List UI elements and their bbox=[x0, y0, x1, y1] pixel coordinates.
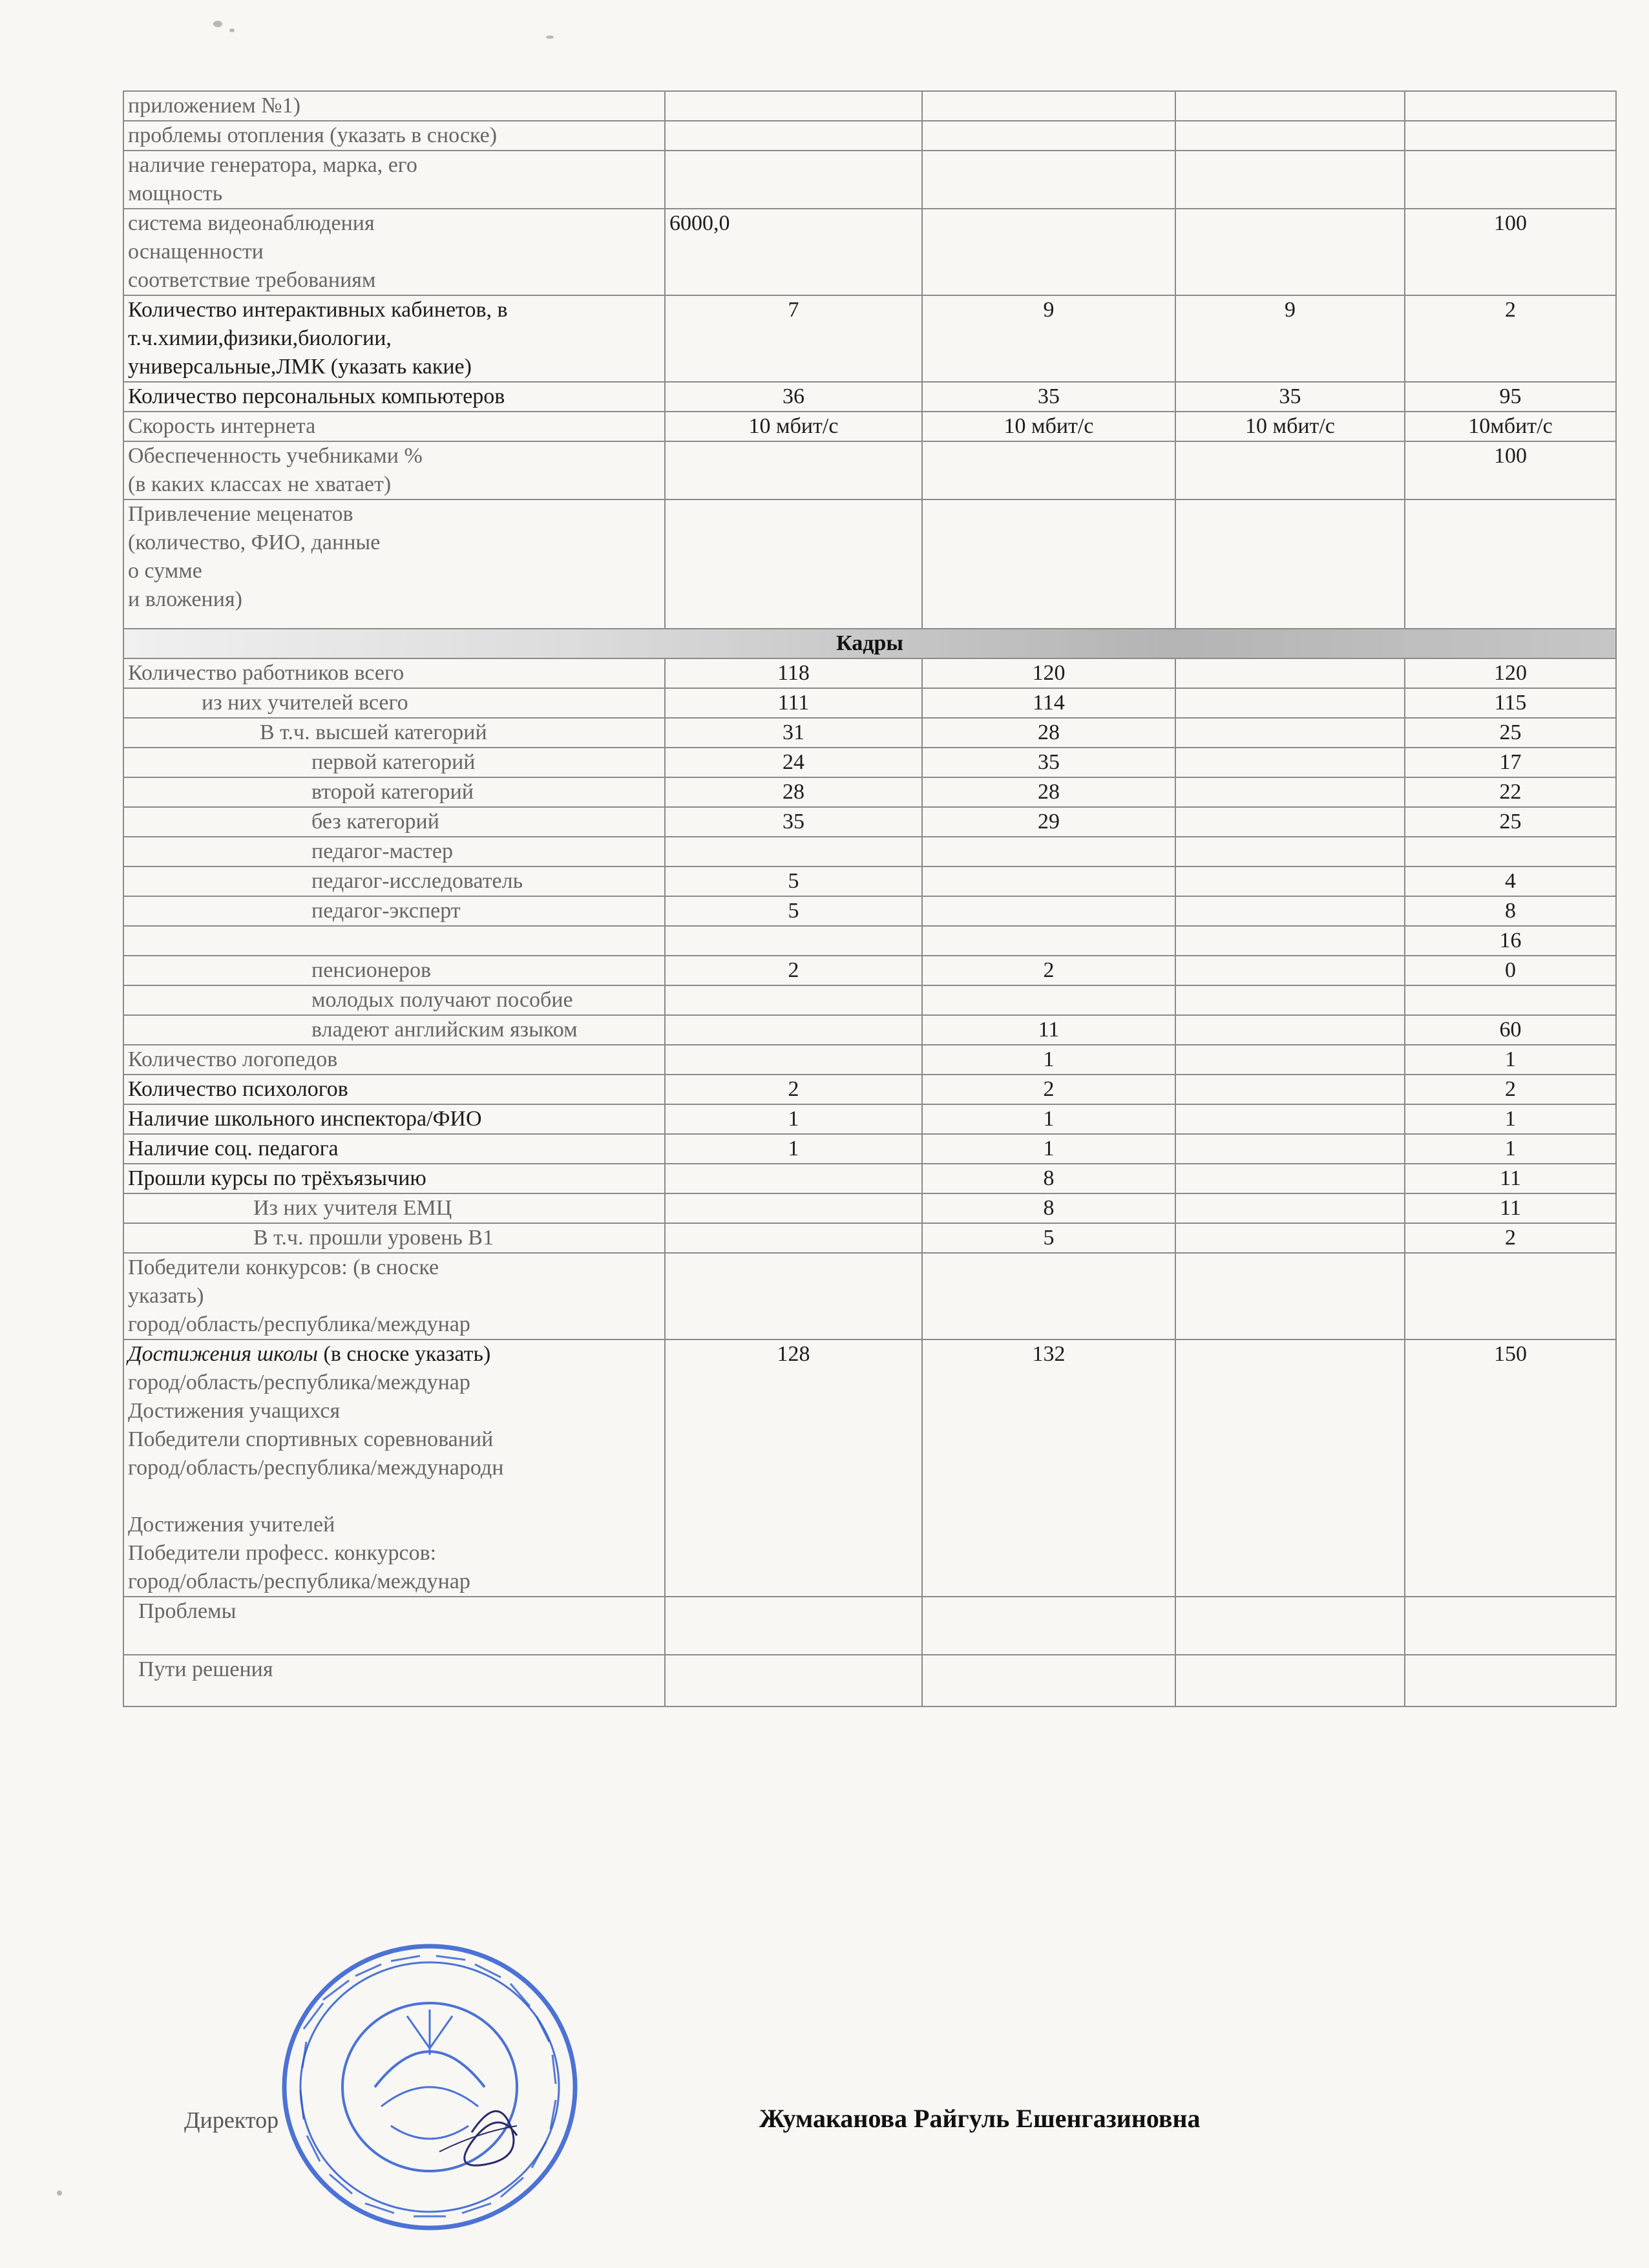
winners-row bbox=[123, 1253, 1616, 1339]
value-cell bbox=[1175, 1655, 1405, 1706]
value-cell: 95 bbox=[1405, 382, 1616, 412]
value-cell: 36 bbox=[665, 382, 922, 412]
value-cell bbox=[665, 1015, 922, 1045]
section-title: Кадры bbox=[123, 629, 1616, 658]
value-cell: 1 bbox=[665, 1104, 922, 1134]
achievements-row bbox=[123, 1339, 1616, 1597]
row-label-line: указать) bbox=[128, 1284, 204, 1308]
row-label-line: о сумме bbox=[128, 559, 202, 583]
value-cell: 28 bbox=[922, 777, 1175, 807]
value-cell: 11 bbox=[1405, 1193, 1616, 1223]
value-cell: 5 bbox=[665, 866, 922, 896]
row-label-line: (в каких классах не хватает) bbox=[128, 472, 392, 496]
row-label-line: город/область/республика/междунар bbox=[128, 1570, 470, 1593]
staff-table-row bbox=[123, 1223, 1616, 1253]
value-cell bbox=[1175, 658, 1405, 688]
value-cell bbox=[665, 1655, 922, 1706]
staff-table-row bbox=[123, 658, 1616, 688]
value-cell bbox=[665, 151, 922, 209]
value-cell bbox=[922, 499, 1175, 629]
row-label-line: Скорость интернета bbox=[128, 414, 316, 438]
row-label-line: Количество интерактивных кабинетов, в bbox=[128, 298, 508, 322]
value-cell: 132 bbox=[922, 1339, 1175, 1597]
row-label: Проблемы bbox=[123, 1597, 665, 1655]
value-cell: 24 bbox=[665, 748, 922, 777]
value-cell bbox=[1175, 1253, 1405, 1339]
row-label: педагог-исследователь bbox=[123, 866, 665, 896]
value-cell: 22 bbox=[1405, 777, 1616, 807]
value-cell bbox=[1405, 837, 1616, 866]
value-cell: 1 bbox=[1405, 1104, 1616, 1134]
row-label: Из них учителя ЕМЦ bbox=[123, 1193, 665, 1223]
row-label: первой категорий bbox=[123, 748, 665, 777]
value-cell bbox=[1175, 1015, 1405, 1045]
row-label-line: город/область/республика/междунар bbox=[128, 1312, 470, 1336]
row-label-line: наличие генератора, марка, его bbox=[128, 153, 417, 177]
row-label bbox=[123, 295, 665, 382]
value-cell bbox=[665, 1253, 922, 1339]
value-cell bbox=[665, 837, 922, 866]
school-achievements-note: (в сноске указать) bbox=[318, 1342, 491, 1366]
staff-table-row bbox=[123, 837, 1616, 866]
value-cell bbox=[1175, 1134, 1405, 1164]
value-cell bbox=[665, 441, 922, 499]
row-label-line: и вложения) bbox=[128, 587, 242, 611]
table-row bbox=[123, 151, 1616, 209]
value-cell bbox=[665, 91, 922, 121]
school-seal-stamp-icon bbox=[278, 1938, 582, 2236]
table-row bbox=[123, 209, 1616, 295]
row-label-line: Достижения учителей bbox=[128, 1513, 335, 1537]
table-row bbox=[123, 382, 1616, 412]
value-cell bbox=[665, 1045, 922, 1075]
value-cell bbox=[922, 1597, 1175, 1655]
row-label: без категорий bbox=[123, 807, 665, 837]
staff-table-row bbox=[123, 866, 1616, 896]
row-label bbox=[123, 382, 665, 412]
value-cell bbox=[922, 151, 1175, 209]
school-report-table bbox=[123, 90, 1617, 1707]
value-cell bbox=[665, 499, 922, 629]
row-label: Наличие соц. педагога bbox=[123, 1134, 665, 1164]
value-cell bbox=[922, 985, 1175, 1015]
value-cell: 16 bbox=[1405, 926, 1616, 956]
value-cell bbox=[1175, 121, 1405, 151]
staff-table-row bbox=[123, 807, 1616, 837]
value-cell: 1 bbox=[665, 1134, 922, 1164]
value-cell: 9 bbox=[1175, 295, 1405, 382]
staff-table-row bbox=[123, 1134, 1616, 1164]
value-cell bbox=[922, 1253, 1175, 1339]
row-label: Количество работников всего bbox=[123, 658, 665, 688]
value-cell: 2 bbox=[665, 956, 922, 985]
value-cell: 9 bbox=[922, 295, 1175, 382]
table-row bbox=[123, 499, 1616, 629]
school-achievements-heading: Достижения школы bbox=[128, 1342, 318, 1366]
value-cell: 10мбит/с bbox=[1405, 412, 1616, 441]
row-label: Наличие школьного инспектора/ФИО bbox=[123, 1104, 665, 1134]
value-cell: 35 bbox=[1175, 382, 1405, 412]
row-label-line bbox=[128, 1482, 660, 1511]
problems-row bbox=[123, 1597, 1616, 1655]
value-cell bbox=[1175, 985, 1405, 1015]
value-cell: 1 bbox=[922, 1134, 1175, 1164]
value-cell bbox=[1175, 1045, 1405, 1075]
row-label bbox=[123, 1253, 665, 1339]
row-label bbox=[123, 499, 665, 629]
row-label: из них учителей всего bbox=[123, 688, 665, 718]
value-cell bbox=[1175, 1339, 1405, 1597]
value-cell bbox=[1405, 1597, 1616, 1655]
staff-table-row bbox=[123, 956, 1616, 985]
value-cell bbox=[922, 441, 1175, 499]
value-cell: 11 bbox=[1405, 1164, 1616, 1193]
row-label-line: мощность bbox=[128, 182, 223, 205]
value-cell bbox=[1405, 151, 1616, 209]
value-cell bbox=[922, 209, 1175, 295]
value-cell bbox=[1175, 91, 1405, 121]
row-label bbox=[123, 121, 665, 151]
value-cell bbox=[665, 1223, 922, 1253]
value-cell bbox=[1405, 1253, 1616, 1339]
row-label: педагог-эксперт bbox=[123, 896, 665, 926]
value-cell: 7 bbox=[665, 295, 922, 382]
value-cell bbox=[1175, 499, 1405, 629]
value-cell: 10 мбит/с bbox=[922, 412, 1175, 441]
row-label: В т.ч. высшей категорий bbox=[123, 718, 665, 748]
value-cell bbox=[665, 985, 922, 1015]
value-cell: 2 bbox=[922, 956, 1175, 985]
row-label-line bbox=[128, 1340, 660, 1369]
value-cell: 8 bbox=[1405, 896, 1616, 926]
scan-speck bbox=[229, 28, 235, 32]
value-cell: 31 bbox=[665, 718, 922, 748]
value-cell bbox=[922, 896, 1175, 926]
value-cell bbox=[1175, 1223, 1405, 1253]
value-cell bbox=[1175, 926, 1405, 956]
value-cell: 8 bbox=[922, 1193, 1175, 1223]
value-cell bbox=[1175, 748, 1405, 777]
row-label-line: Количество персональных компьютеров bbox=[128, 384, 505, 408]
value-cell bbox=[1175, 1164, 1405, 1193]
staff-table-row bbox=[123, 1164, 1616, 1193]
value-cell bbox=[1175, 1597, 1405, 1655]
row-label-line: Победители спортивных соревнований bbox=[128, 1427, 494, 1451]
value-cell bbox=[1175, 837, 1405, 866]
value-cell: 128 bbox=[665, 1339, 922, 1597]
row-label: Количество логопедов bbox=[123, 1045, 665, 1075]
value-cell: 1 bbox=[922, 1104, 1175, 1134]
value-cell: 35 bbox=[665, 807, 922, 837]
value-cell bbox=[1175, 1193, 1405, 1223]
value-cell: 11 bbox=[922, 1015, 1175, 1045]
row-label bbox=[123, 209, 665, 295]
staff-table-row bbox=[123, 1104, 1616, 1134]
solutions-row bbox=[123, 1655, 1616, 1706]
value-cell: 6000,0 bbox=[665, 209, 922, 295]
value-cell: 114 bbox=[922, 688, 1175, 718]
value-cell: 60 bbox=[1405, 1015, 1616, 1045]
row-label-line: проблемы отопления (указать в сноске) bbox=[128, 123, 498, 147]
row-label-line: соответствие требованиям bbox=[128, 268, 376, 292]
value-cell: 120 bbox=[922, 658, 1175, 688]
row-label: пенсионеров bbox=[123, 956, 665, 985]
row-label: педагог-мастер bbox=[123, 837, 665, 866]
value-cell bbox=[922, 91, 1175, 121]
staff-table-row bbox=[123, 1015, 1616, 1045]
value-cell: 0 bbox=[1405, 956, 1616, 985]
value-cell: 2 bbox=[922, 1075, 1175, 1104]
row-label: В т.ч. прошли уровень В1 bbox=[123, 1223, 665, 1253]
value-cell bbox=[1175, 688, 1405, 718]
value-cell: 29 bbox=[922, 807, 1175, 837]
staff-table-row bbox=[123, 926, 1616, 956]
value-cell: 25 bbox=[1405, 807, 1616, 837]
row-label-line: Достижения учащихся bbox=[128, 1399, 341, 1423]
value-cell bbox=[922, 1655, 1175, 1706]
value-cell bbox=[1175, 777, 1405, 807]
value-cell bbox=[1175, 807, 1405, 837]
row-label bbox=[123, 926, 665, 956]
table-row bbox=[123, 295, 1616, 382]
value-cell bbox=[665, 1193, 922, 1223]
value-cell bbox=[1175, 718, 1405, 748]
staff-table-row bbox=[123, 688, 1616, 718]
value-cell: 150 bbox=[1405, 1339, 1616, 1597]
row-label-line: оснащенности bbox=[128, 240, 264, 264]
row-label: второй категорий bbox=[123, 777, 665, 807]
value-cell: 2 bbox=[665, 1075, 922, 1104]
scan-speck bbox=[546, 36, 554, 39]
value-cell bbox=[1405, 121, 1616, 151]
staff-table-row bbox=[123, 1193, 1616, 1223]
value-cell bbox=[1175, 956, 1405, 985]
row-label bbox=[123, 412, 665, 441]
staff-table-row bbox=[123, 1045, 1616, 1075]
value-cell: 115 bbox=[1405, 688, 1616, 718]
value-cell bbox=[1175, 866, 1405, 896]
row-label-line: Победители конкурсов: (в сноске bbox=[128, 1255, 439, 1279]
staff-table-row bbox=[123, 748, 1616, 777]
section-header-row bbox=[123, 629, 1616, 658]
value-cell bbox=[1175, 896, 1405, 926]
value-cell: 120 bbox=[1405, 658, 1616, 688]
value-cell: 10 мбит/с bbox=[1175, 412, 1405, 441]
value-cell: 5 bbox=[665, 896, 922, 926]
value-cell bbox=[1175, 151, 1405, 209]
value-cell: 5 bbox=[922, 1223, 1175, 1253]
row-label-line: город/область/республика/междунар bbox=[128, 1370, 470, 1394]
row-label-line: город/область/республика/международн bbox=[128, 1456, 504, 1480]
value-cell bbox=[922, 121, 1175, 151]
staff-table-row bbox=[123, 896, 1616, 926]
value-cell bbox=[665, 1164, 922, 1193]
value-cell: 100 bbox=[1405, 209, 1616, 295]
value-cell: 10 мбит/с bbox=[665, 412, 922, 441]
value-cell bbox=[1405, 499, 1616, 629]
staff-table-row bbox=[123, 1075, 1616, 1104]
value-cell bbox=[665, 121, 922, 151]
row-label-line: система видеонаблюдения bbox=[128, 211, 375, 235]
row-label bbox=[123, 1339, 665, 1597]
value-cell: 118 bbox=[665, 658, 922, 688]
row-label-line: Обеспеченность учебниками % bbox=[128, 444, 423, 468]
row-label bbox=[123, 441, 665, 499]
value-cell: 2 bbox=[1405, 295, 1616, 382]
value-cell: 4 bbox=[1405, 866, 1616, 896]
value-cell bbox=[922, 926, 1175, 956]
value-cell: 35 bbox=[922, 382, 1175, 412]
value-cell bbox=[1405, 985, 1616, 1015]
director-label: Директор bbox=[184, 2107, 279, 2133]
row-label: Количество психологов bbox=[123, 1075, 665, 1104]
row-label bbox=[123, 91, 665, 121]
value-cell: 111 bbox=[665, 688, 922, 718]
value-cell: 1 bbox=[1405, 1045, 1616, 1075]
value-cell bbox=[665, 926, 922, 956]
value-cell: 1 bbox=[922, 1045, 1175, 1075]
value-cell bbox=[1175, 1075, 1405, 1104]
row-label-line: приложением №1) bbox=[128, 94, 300, 118]
table-row bbox=[123, 121, 1616, 151]
value-cell: 8 bbox=[922, 1164, 1175, 1193]
value-cell bbox=[1405, 1655, 1616, 1706]
table-row bbox=[123, 441, 1616, 499]
value-cell: 28 bbox=[922, 718, 1175, 748]
value-cell: 2 bbox=[1405, 1075, 1616, 1104]
staff-table-row bbox=[123, 777, 1616, 807]
staff-table-row bbox=[123, 985, 1616, 1015]
value-cell: 25 bbox=[1405, 718, 1616, 748]
value-cell: 100 bbox=[1405, 441, 1616, 499]
row-label: владеют английским языком bbox=[123, 1015, 665, 1045]
director-name: Жумаканова Райгуль Ешенгазиновна bbox=[759, 2104, 1201, 2133]
value-cell bbox=[1175, 441, 1405, 499]
value-cell bbox=[922, 837, 1175, 866]
value-cell bbox=[1175, 209, 1405, 295]
row-label-line: т.ч.химии,физики,биологии, bbox=[128, 326, 392, 350]
row-label-line: (количество, ФИО, данные bbox=[128, 530, 381, 554]
value-cell: 17 bbox=[1405, 748, 1616, 777]
row-label: Прошли курсы по трёхъязычию bbox=[123, 1164, 665, 1193]
value-cell bbox=[1175, 1104, 1405, 1134]
row-label: Пути решения bbox=[123, 1655, 665, 1706]
value-cell: 28 bbox=[665, 777, 922, 807]
value-cell: 1 bbox=[1405, 1134, 1616, 1164]
scan-speck bbox=[213, 21, 222, 27]
value-cell: 2 bbox=[1405, 1223, 1616, 1253]
scan-speck bbox=[57, 2190, 62, 2196]
row-label bbox=[123, 151, 665, 209]
table-row bbox=[123, 412, 1616, 441]
row-label-line: Привлечение меценатов bbox=[128, 502, 353, 526]
value-cell bbox=[665, 1597, 922, 1655]
staff-table-row bbox=[123, 718, 1616, 748]
row-label-line: Победители професс. конкурсов: bbox=[128, 1541, 437, 1565]
row-label-line: универсальные,ЛМК (указать какие) bbox=[128, 355, 472, 379]
row-label: молодых получают пособие bbox=[123, 985, 665, 1015]
value-cell: 35 bbox=[922, 748, 1175, 777]
table-row bbox=[123, 91, 1616, 121]
value-cell bbox=[922, 866, 1175, 896]
value-cell bbox=[1405, 91, 1616, 121]
